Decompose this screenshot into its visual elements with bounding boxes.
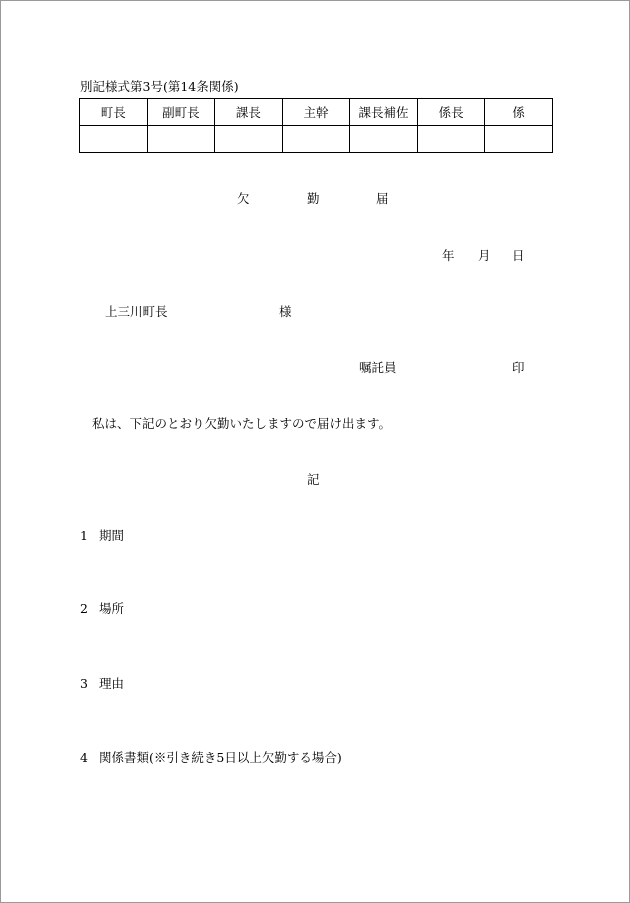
list-item — [80, 603, 124, 616]
title-char: 欠 — [237, 191, 250, 206]
date-line — [1, 250, 630, 266]
honorific: 様 — [279, 304, 292, 319]
list-item — [80, 678, 124, 691]
approval-stamp-cell — [485, 126, 553, 153]
item-label: 場所 — [99, 601, 125, 616]
sender-label: 嘱託員 — [359, 360, 397, 375]
approval-header-cell: 係長 — [417, 99, 485, 126]
approval-header-cell: 主幹 — [282, 99, 350, 126]
date-month-label: 月 — [478, 248, 491, 263]
approval-stamp-cell — [417, 126, 485, 153]
approval-header-cell: 課長 — [215, 99, 283, 126]
approval-header-cell: 係 — [485, 99, 553, 126]
seal-label: 印 — [512, 360, 525, 375]
approval-stamp-cell — [215, 126, 283, 153]
approval-stamp-row — [80, 126, 553, 153]
approval-header-cell: 町長 — [80, 99, 148, 126]
item-number: 4 — [80, 750, 88, 765]
approval-header-cell: 課長補佐 — [350, 99, 418, 126]
item-label: 期間 — [99, 528, 125, 543]
item-label: 関係書類(※引き続き5日以上欠勤する場合) — [99, 750, 342, 765]
approval-stamp-cell — [350, 126, 418, 153]
body-text: 私は、下記のとおり欠勤いたしますので届け出ます。 — [92, 416, 392, 431]
approval-stamp-cell — [282, 126, 350, 153]
form-reference: 別記様式第3号(第14条関係) — [80, 79, 239, 94]
approval-header-row — [80, 99, 553, 126]
ki-heading: 記 — [307, 472, 320, 487]
title-char: 届 — [376, 191, 389, 206]
list-item — [80, 530, 124, 543]
item-number: 3 — [80, 676, 88, 691]
item-number: 2 — [80, 601, 88, 616]
approval-stamp-cell — [147, 126, 215, 153]
title-char: 勤 — [307, 191, 320, 206]
addressee: 上三川町長 — [105, 304, 168, 319]
approval-header-cell: 副町長 — [147, 99, 215, 126]
document-title — [1, 193, 630, 209]
approval-stamp-cell — [80, 126, 148, 153]
item-number: 1 — [80, 528, 88, 543]
date-day-label: 日 — [512, 248, 525, 263]
item-label: 理由 — [99, 676, 125, 691]
approval-table — [79, 98, 553, 153]
date-year-label: 年 — [442, 248, 455, 263]
list-item — [80, 752, 342, 765]
